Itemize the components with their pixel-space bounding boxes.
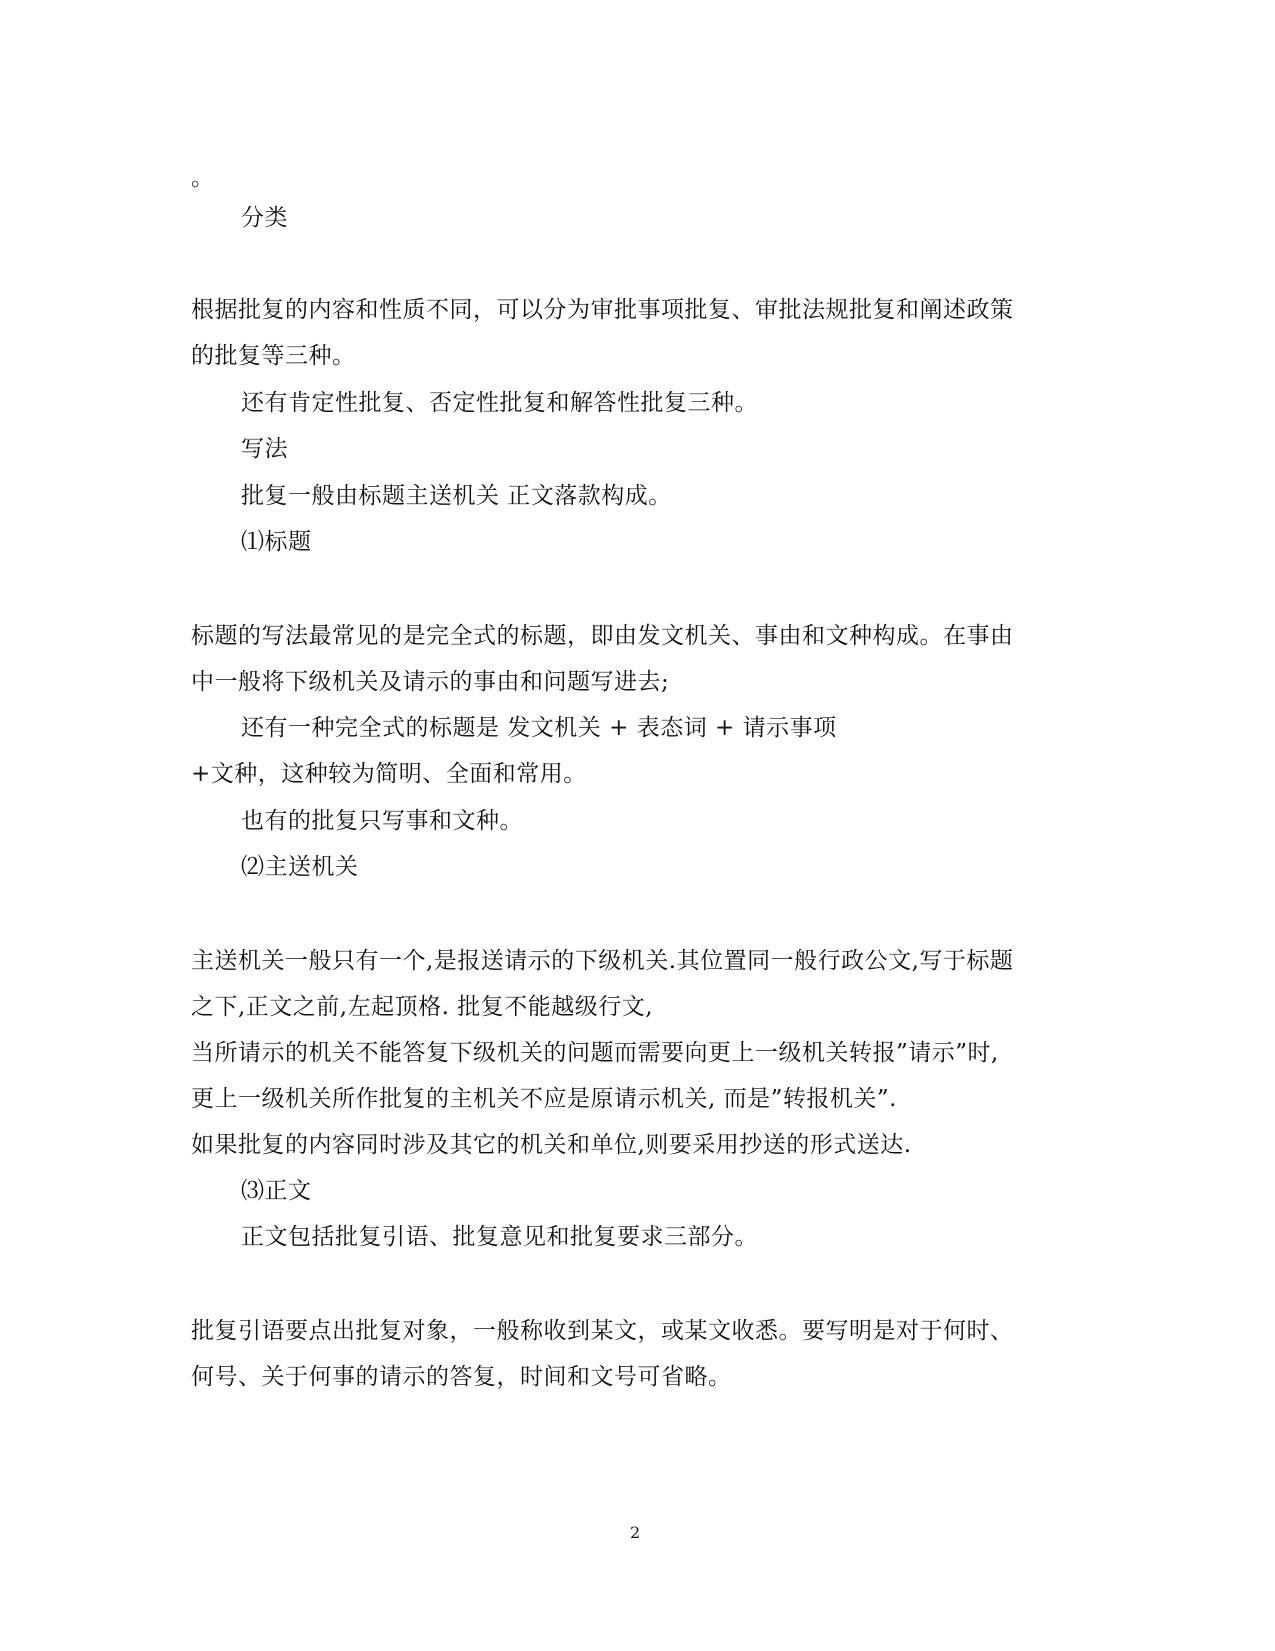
- text-line: 主送机关一般只有一个,是报送请示的下级机关.其位置同一般行政公文,写于标题: [191, 948, 1014, 974]
- text-line: +文种，这种较为简明、全面和常用。: [191, 761, 587, 787]
- text-line: 也有的批复只写事和文种。: [241, 808, 523, 834]
- text-line: 当所请示的机关不能答复下级机关的问题而需要向更上一级机关转报”请示”时,: [191, 1040, 999, 1066]
- text-line: 标题的写法最常见的是完全式的标题，即由发文机关、事由和文种构成。在事由: [191, 623, 1014, 649]
- text-line: 更上一级机关所作批复的主机关不应是原请示机关, 而是”转报机关”.: [191, 1086, 897, 1112]
- text-line: 还有一种完全式的标题是 发文机关 + 表态词 + 请示事项: [241, 715, 837, 741]
- section-heading-writing: 写法: [241, 436, 288, 462]
- text-line: 何号、关于何事的请示的答复，时间和文号可省略。: [191, 1364, 732, 1390]
- text-line: 中一般将下级机关及请示的事由和问题写进去;: [191, 669, 670, 695]
- subheading-recipient: ⑵主送机关: [241, 854, 359, 880]
- text-line: 还有肯定性批复、否定性批复和解答性批复三种。: [241, 390, 758, 416]
- section-heading-classification: 分类: [241, 205, 288, 231]
- text-line: 。: [191, 165, 215, 191]
- text-line: 的批复等三种。: [191, 343, 356, 369]
- text-line: 批复引语要点出批复对象，一般称收到某文，或某文收悉。要写明是对于何时、: [191, 1318, 1014, 1344]
- subheading-body: ⑶正文: [241, 1178, 312, 1204]
- page-number: 2: [630, 1523, 641, 1542]
- text-line: 根据批复的内容和性质不同，可以分为审批事项批复、审批法规批复和阐述政策: [191, 297, 1014, 323]
- text-line: 正文包括批复引语、批复意见和批复要求三部分。: [241, 1224, 758, 1250]
- text-line: 之下,正文之前,左起顶格. 批复不能越级行文,: [191, 994, 654, 1020]
- text-line: 批复一般由标题主送机关 正文落款构成。: [241, 483, 672, 509]
- text-line: 如果批复的内容同时涉及其它的机关和单位,则要采用抄送的形式送达.: [191, 1132, 912, 1158]
- subheading-title: ⑴标题: [241, 529, 312, 555]
